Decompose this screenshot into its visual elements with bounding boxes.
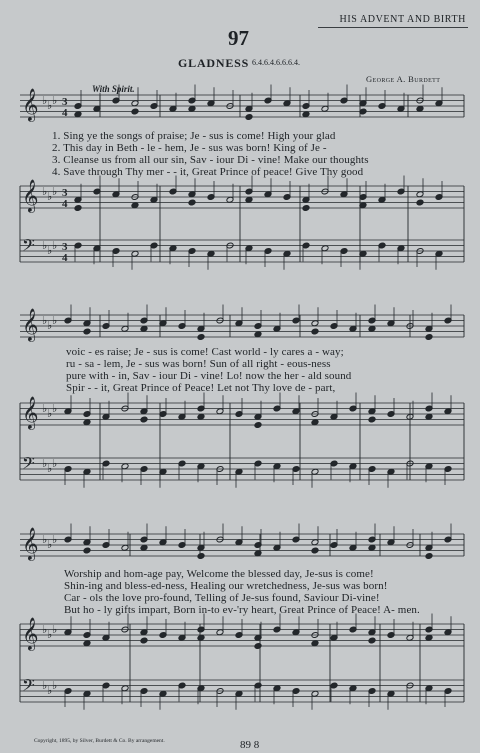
flat-sign: ♭: [42, 457, 48, 470]
flat-sign: ♭: [42, 314, 48, 327]
note-head: [368, 325, 376, 332]
flat-sign: ♭: [52, 94, 58, 107]
lyric-line: 4. Save through Thy mer - - it, Great Prince of peace! Give Thy good: [52, 166, 364, 178]
treble-clef: 𝄞: [22, 617, 39, 650]
note-head: [311, 419, 319, 426]
note-head: [131, 108, 139, 115]
treble-clef: 𝄞: [22, 88, 39, 121]
note-head: [83, 328, 91, 335]
note-head: [83, 547, 91, 554]
note-head: [425, 413, 433, 420]
note-head: [83, 419, 91, 426]
note-head: [425, 553, 433, 560]
note-head: [140, 637, 148, 644]
note-head: [197, 634, 205, 641]
note-head: [254, 422, 262, 429]
lyric-line: 2. This day in Beth - le - hem, Je - sus was born! King of Je -: [52, 142, 327, 154]
note-head: [140, 325, 148, 332]
lyric-line: 3. Cleanse us from all our sin, Sav - iour Di - vine! Make our thoughts: [52, 154, 369, 166]
treble-clef: 𝄞: [22, 396, 39, 429]
note-head: [74, 111, 82, 118]
flat-sign: ♭: [47, 244, 53, 257]
note-head: [140, 544, 148, 551]
note-head: [302, 111, 310, 118]
note-head: [416, 199, 424, 206]
lyric-line: Car - ols the love pro-found, Telling of Je-sus found, Saviour Di-vine!: [64, 592, 380, 604]
note-head: [311, 328, 319, 335]
note-head: [368, 416, 376, 423]
treble-clef: 𝄞: [22, 527, 39, 560]
time-signature: 4: [62, 198, 68, 210]
treble-clef: 𝄞: [22, 179, 39, 212]
flat-sign: ♭: [47, 628, 53, 641]
hymn-number: 97: [228, 26, 249, 50]
flat-sign: ♭: [47, 407, 53, 420]
flat-sign: ♭: [52, 402, 58, 415]
note-head: [254, 643, 262, 650]
note-head: [188, 105, 196, 112]
flat-sign: ♭: [52, 185, 58, 198]
note-head: [368, 637, 376, 644]
lyric-line: voic - es raise; Je - sus is come! Cast world - ly cares a - way;: [66, 346, 344, 358]
time-signature: 4: [62, 252, 68, 264]
flat-sign: ♭: [47, 319, 53, 332]
flat-sign: ♭: [52, 457, 58, 470]
flat-sign: ♭: [52, 623, 58, 636]
note-head: [311, 640, 319, 647]
lyric-line: Shin-ing and bless-ed-ness, Healing our wretchedness, Je-sus was born!: [64, 580, 388, 592]
note-head: [245, 114, 253, 121]
bass-clef: 𝄢: [22, 453, 35, 477]
time-signature: 3: [62, 187, 68, 199]
note-head: [197, 334, 205, 341]
flat-sign: ♭: [47, 684, 53, 697]
flat-sign: ♭: [42, 239, 48, 252]
note-head: [83, 640, 91, 647]
flat-sign: ♭: [47, 190, 53, 203]
bass-clef: 𝄢: [22, 235, 35, 259]
note-head: [425, 334, 433, 341]
note-head: [245, 196, 253, 203]
flat-sign: ♭: [42, 623, 48, 636]
flat-sign: ♭: [42, 679, 48, 692]
flat-sign: ♭: [42, 94, 48, 107]
lyric-line: ru - sa - lem, Je - sus was born! Sun of all right - eous-ness: [66, 358, 331, 370]
flat-sign: ♭: [47, 538, 53, 551]
flat-sign: ♭: [52, 314, 58, 327]
note-head: [188, 199, 196, 206]
note-head: [254, 550, 262, 557]
note-head: [197, 553, 205, 560]
note-head: [197, 413, 205, 420]
note-head: [302, 205, 310, 212]
flat-sign: ♭: [52, 533, 58, 546]
note-head: [131, 202, 139, 209]
time-signature: 3: [62, 96, 68, 108]
flat-sign: ♭: [52, 239, 58, 252]
meter: 6.4.6.4.6.6.6.4.: [252, 58, 300, 67]
section-title: HIS ADVENT AND BIRTH: [339, 14, 466, 25]
lyric-line: Spir - - it, Great Prince of Peace! Let not Thy love de - part,: [66, 382, 336, 394]
treble-clef: 𝄞: [22, 308, 39, 341]
note-head: [140, 416, 148, 423]
flat-sign: ♭: [42, 533, 48, 546]
flat-sign: ♭: [47, 99, 53, 112]
lyric-line: pure with - in, Sav - iour Di - vine! Lo! now the her - ald sound: [66, 370, 352, 382]
flat-sign: ♭: [42, 402, 48, 415]
page-number: 89 8: [240, 739, 260, 751]
tempo-marking: With Spirit.: [92, 84, 135, 94]
time-signature: 3: [62, 241, 68, 253]
flat-sign: ♭: [42, 185, 48, 198]
bass-clef: 𝄢: [22, 675, 35, 699]
copyright-notice: Copyright, 1895, by Silver, Burdett & Co. By arrangement.: [34, 738, 165, 744]
note-head: [425, 634, 433, 641]
note-head: [74, 205, 82, 212]
lyric-line: But ho - ly gifts impart, Born in-to ev-'ry heart, Great Prince of Peace! A- men.: [64, 604, 420, 616]
composer: George A. Burdett: [366, 74, 441, 84]
lyric-line: 1. Sing ye the songs of praise; Je - sus is come! High your glad: [52, 130, 336, 142]
time-signature: 4: [62, 107, 68, 119]
note-head: [254, 331, 262, 338]
note-head: [311, 547, 319, 554]
lyric-line: Worship and hom-age pay, Welcome the blessed day, Je-sus is come!: [64, 568, 374, 580]
note-head: [368, 544, 376, 551]
flat-sign: ♭: [52, 679, 58, 692]
flat-sign: ♭: [47, 462, 53, 475]
tune-name: GLADNESS: [178, 56, 250, 70]
note-head: [416, 105, 424, 112]
